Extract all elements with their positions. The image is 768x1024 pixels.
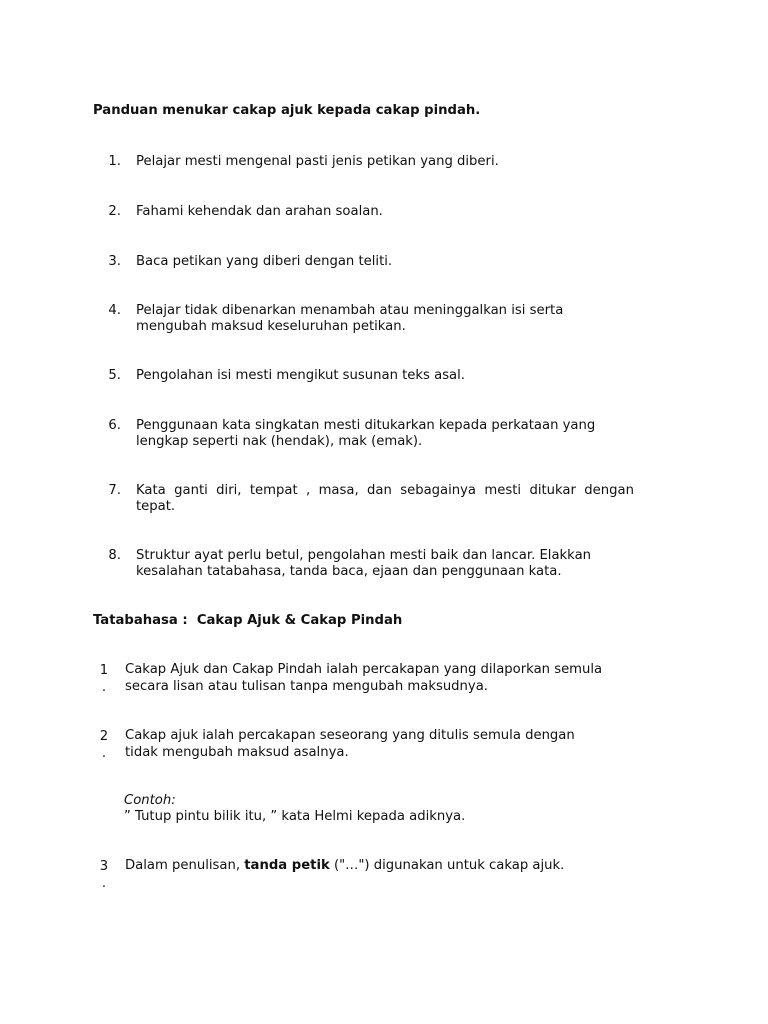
list-item-text [125, 858, 564, 874]
bold-term: tanda petik [244, 858, 330, 873]
list-item-text: Struktur ayat perlu betul, pengolahan mesti baik dan lancar. Elakkan [136, 548, 592, 563]
list-item-text: Kata ganti diri, tempat , masa, dan sebagainya mesti ditukar dengan [136, 483, 634, 498]
list-item-text: lengkap seperti nak (hendak), mak (emak). [136, 434, 423, 449]
list-number: 2 [99, 729, 109, 744]
list-number: 1. [108, 154, 121, 169]
list-number: 5. [108, 368, 121, 383]
text-segment: ("…") digunakan untuk cakap ajuk. [329, 858, 565, 873]
list-item-text: tidak mengubah maksud asalnya. [125, 745, 349, 760]
list-item-text: tepat. [136, 499, 176, 514]
list-number: 3. [108, 254, 121, 269]
list-number: 2. [108, 204, 121, 219]
list-item-text: mengubah maksud keseluruhan petikan. [136, 319, 406, 334]
list-item-text: secara lisan atau tulisan tanpa mengubah maksudnya. [125, 679, 488, 694]
example-text: ” Tutup pintu bilik itu, ” kata Helmi kepada adiknya. [124, 809, 466, 824]
list-item-text: Pelajar mesti mengenal pasti jenis petikan yang diberi. [136, 154, 499, 169]
list-number: 6. [108, 418, 121, 433]
list-number: 4. [108, 303, 121, 318]
list-number-dot: . [101, 876, 107, 891]
list-item-text: Pengolahan isi mesti mengikut susunan teks asal. [136, 368, 465, 383]
heading-panduan: Panduan menukar cakap ajuk kepada cakap pindah. [93, 103, 481, 118]
list-item-text: Cakap ajuk ialah percakapan seseorang yang ditulis semula dengan [125, 728, 575, 743]
list-item-text: Penggunaan kata singkatan mesti ditukarkan kepada perkataan yang [136, 418, 596, 433]
list-item-text: Fahami kehendak dan arahan soalan. [136, 204, 383, 219]
list-number: 3 [99, 859, 109, 874]
heading-tatabahasa: Tatabahasa : Cakap Ajuk & Cakap Pindah [93, 613, 403, 628]
list-number: 8. [108, 548, 121, 563]
list-number: 7. [108, 483, 121, 498]
list-item-text: Pelajar tidak dibenarkan menambah atau meninggalkan isi serta [136, 303, 564, 318]
list-number-dot: . [101, 680, 107, 695]
list-number-dot: . [101, 746, 107, 761]
list-item-text: Cakap Ajuk dan Cakap Pindah ialah percakapan yang dilaporkan semula [125, 662, 603, 677]
list-item-text: Baca petikan yang diberi dengan teliti. [136, 254, 393, 269]
example-label: Contoh: [124, 793, 176, 808]
text-segment: Dalam penulisan, [125, 858, 245, 873]
list-number: 1 [99, 663, 109, 678]
list-item-text: kesalahan tatabahasa, tanda baca, ejaan dan penggunaan kata. [136, 564, 562, 579]
